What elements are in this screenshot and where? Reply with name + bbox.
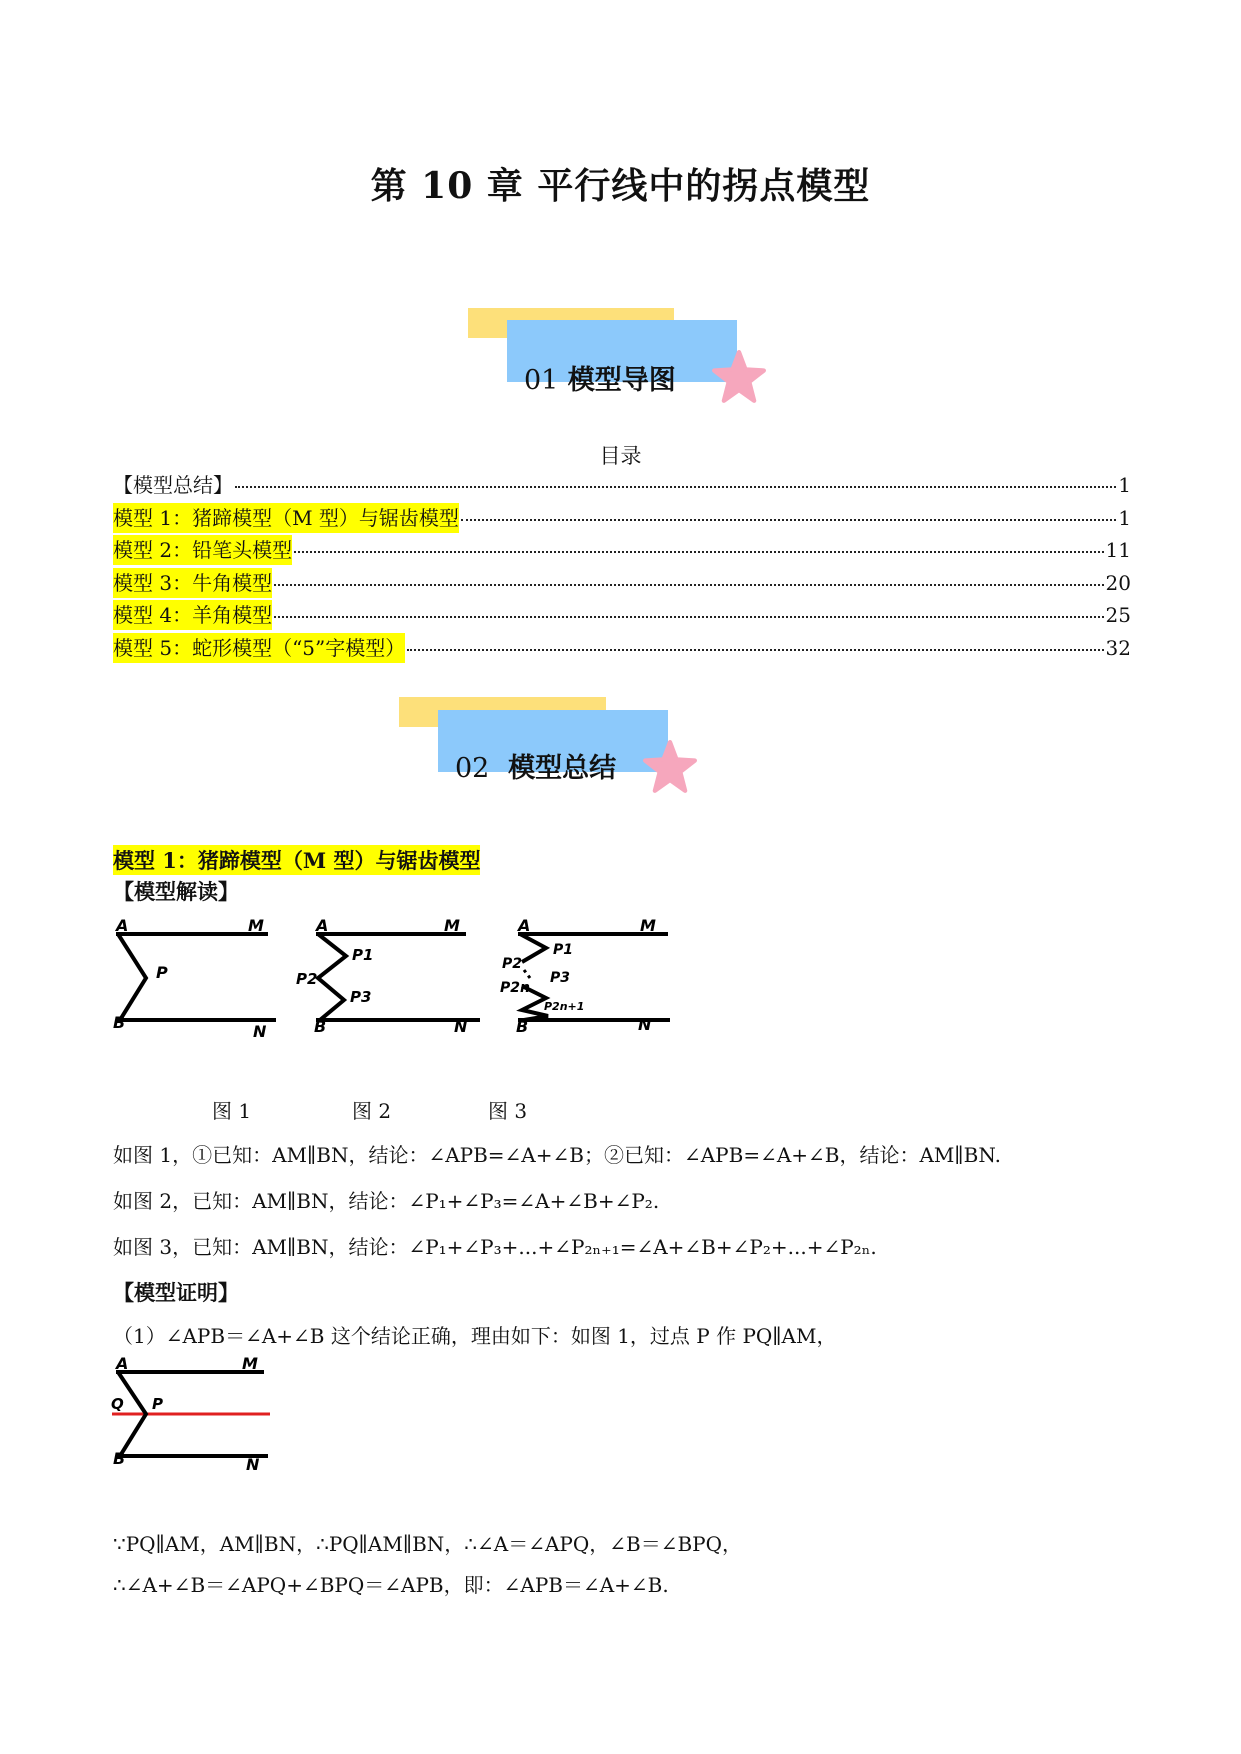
fig4-label-M: M bbox=[242, 1354, 258, 1373]
toc-item[interactable] bbox=[113, 600, 1131, 630]
toc-item-label: 模型 1：猪蹄模型（M 型）与锯齿模型 bbox=[113, 503, 459, 533]
proof-heading: 【模型证明】 bbox=[113, 1280, 239, 1305]
fig3-label-P2: P2 bbox=[502, 956, 523, 972]
fig4-label-B: B bbox=[113, 1449, 126, 1468]
figure-3 bbox=[500, 916, 670, 1036]
fig1-label-N: N bbox=[253, 1022, 267, 1037]
toc-item[interactable] bbox=[113, 503, 1131, 533]
fig2-label-N: N bbox=[454, 1017, 468, 1036]
toc-leader-dots bbox=[274, 616, 1103, 618]
star-icon bbox=[643, 740, 697, 794]
proof-line-1: （1）∠APB＝∠A+∠B 这个结论正确，理由如下：如图 1，过点 P 作 PQ∥AM， bbox=[113, 1324, 837, 1348]
caption-figure-1: 图 1 bbox=[212, 1099, 252, 1123]
fig3-label-N: N bbox=[638, 1015, 652, 1034]
figure-1 bbox=[113, 916, 276, 1037]
toc-item[interactable] bbox=[113, 568, 1131, 598]
toc-item-page: 25 bbox=[1105, 603, 1131, 627]
toc-leader-dots bbox=[294, 551, 1103, 553]
fig4-label-Q: Q bbox=[111, 1395, 124, 1413]
toc-item[interactable] bbox=[113, 470, 1131, 500]
fig3-label-P2n: P2n bbox=[500, 980, 530, 996]
fig2-label-P2: P2 bbox=[296, 970, 318, 988]
fig4-label-P: P bbox=[152, 1395, 163, 1413]
fig3-label-P1: P1 bbox=[553, 942, 574, 958]
caption-figure-3: 图 3 bbox=[488, 1099, 528, 1123]
fig4-label-N: N bbox=[246, 1455, 260, 1472]
fig3-label-M: M bbox=[640, 916, 656, 935]
fig3-label-A: A bbox=[518, 916, 531, 935]
figure-4 bbox=[108, 1352, 278, 1472]
banner-2-title bbox=[455, 746, 616, 785]
fig1-label-M: M bbox=[248, 916, 264, 935]
interpret-heading: 【模型解读】 bbox=[113, 879, 239, 904]
toc-item-page: 1 bbox=[1118, 473, 1131, 497]
conclusion-figure-3: 如图 3，已知：AM∥BN，结论：∠P₁+∠P₃+...+∠P₂ₙ₊₁=∠A+∠B+∠P₂+...+∠P₂ₙ. bbox=[113, 1235, 877, 1259]
fig1-label-A: A bbox=[116, 916, 129, 935]
fig1-label-B: B bbox=[113, 1013, 126, 1032]
caption-figure-2: 图 2 bbox=[352, 1099, 392, 1123]
toc-item-page: 32 bbox=[1105, 635, 1131, 660]
proof-line-3: ∴∠A+∠B＝∠APQ+∠BPQ＝∠APB，即：∠APB＝∠A+∠B. bbox=[113, 1573, 669, 1597]
toc-leader-dots bbox=[461, 519, 1116, 521]
banner-1-title bbox=[524, 358, 676, 397]
fig2-label-B: B bbox=[314, 1017, 327, 1036]
toc-leader-dots bbox=[274, 584, 1103, 586]
toc-item-page: 20 bbox=[1105, 570, 1131, 595]
banner-2-number: 02 bbox=[455, 753, 490, 784]
page-title: 第 10 章 平行线中的拐点模型 bbox=[370, 165, 871, 207]
toc-item-label: 模型 2：铅笔头模型 bbox=[113, 535, 292, 565]
figures-1-3 bbox=[108, 912, 678, 1037]
star-icon bbox=[712, 350, 766, 404]
banner-1-number: 01 bbox=[524, 365, 559, 396]
proof-line-2: ∵PQ∥AM，AM∥BN，∴PQ∥AM∥BN，∴∠A＝∠APQ，∠B＝∠BPQ， bbox=[113, 1532, 743, 1556]
conclusion-figure-1: 如图 1，①已知：AM∥BN，结论：∠APB=∠A+∠B；②已知：∠APB=∠A+∠B，结论：AM∥BN. bbox=[113, 1143, 1001, 1167]
fig2-label-P3: P3 bbox=[350, 988, 372, 1006]
toc-item-label: 模型 3：牛角模型 bbox=[113, 568, 272, 598]
toc-item-label: 模型 4：羊角模型 bbox=[113, 600, 272, 630]
fig4-label-A: A bbox=[116, 1354, 129, 1373]
toc-leader-dots bbox=[235, 486, 1116, 488]
toc-item-page: 11 bbox=[1105, 538, 1131, 562]
toc-item-label: 模型 5：蛇形模型（“5”字模型） bbox=[113, 633, 405, 663]
fig2-label-A: A bbox=[316, 916, 329, 935]
fig2-label-M: M bbox=[444, 916, 460, 935]
section-title: 模型 1：猪蹄模型（M 型）与锯齿模型 bbox=[113, 845, 480, 875]
fig3-label-P3: P3 bbox=[550, 970, 571, 986]
toc-item-page: 1 bbox=[1118, 505, 1131, 530]
figure-2 bbox=[296, 916, 480, 1036]
fig1-label-P: P bbox=[156, 963, 168, 982]
fig2-label-P1: P1 bbox=[352, 946, 374, 964]
toc-item-label: 【模型总结】 bbox=[113, 473, 233, 497]
conclusion-figure-2: 如图 2，已知：AM∥BN，结论：∠P₁+∠P₃=∠A+∠B+∠P₂. bbox=[113, 1189, 660, 1213]
banner-2-label: 模型总结 bbox=[508, 753, 617, 784]
toc-leader-dots bbox=[407, 649, 1103, 651]
toc-item[interactable] bbox=[113, 535, 1131, 565]
fig3-label-B: B bbox=[516, 1017, 529, 1036]
fig3-label-P2n1: P2n+1 bbox=[544, 1000, 585, 1013]
banner-1-label: 模型导图 bbox=[567, 365, 676, 396]
toc-item[interactable] bbox=[113, 633, 1131, 663]
toc-heading: 目录 bbox=[599, 444, 642, 468]
